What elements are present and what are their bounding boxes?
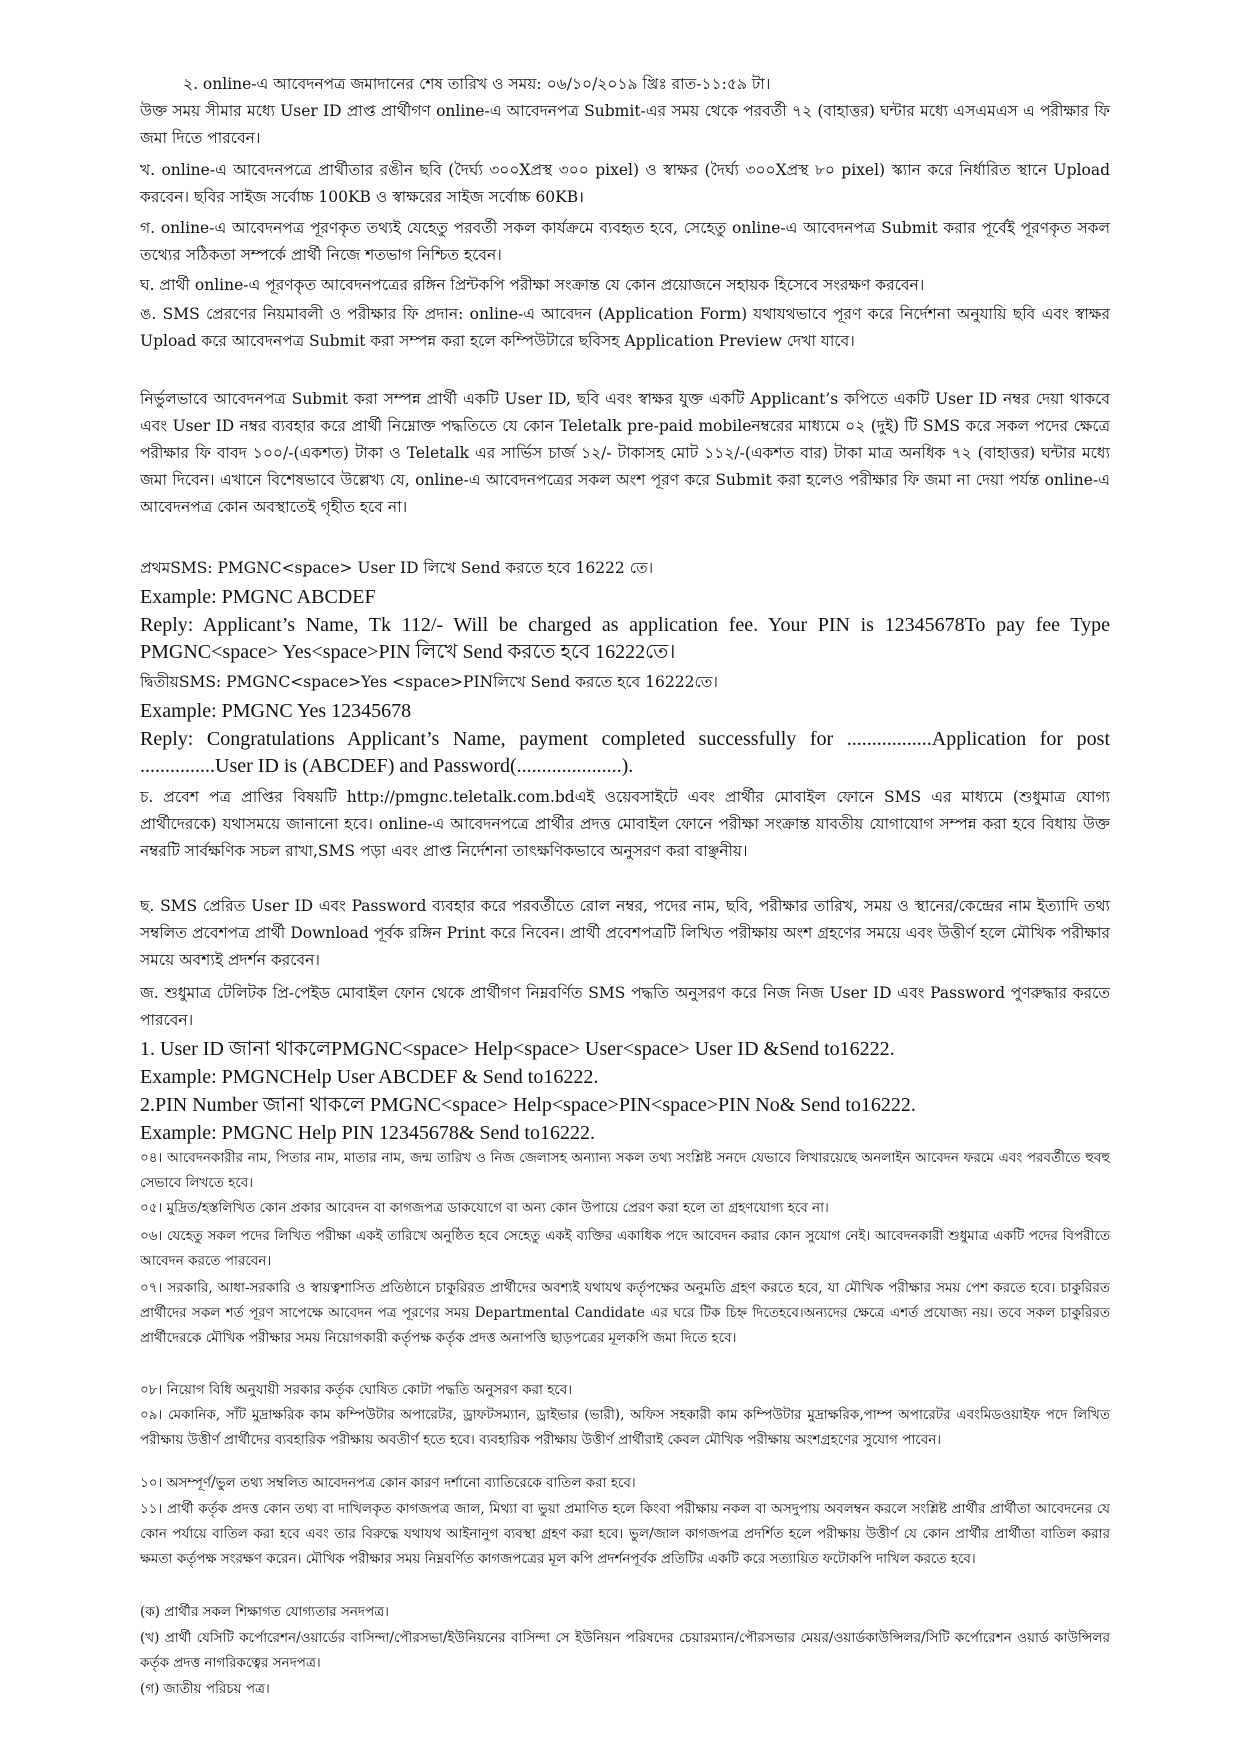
paragraph-fee-window: উক্ত সময় সীমার মধ্যে User ID প্রাপ্ত প্রার্থীগণ online-এ আবেদনপত্র Submit-এর সময় থেকে পরবর্তী ৭২ (বাহাত্তর) ঘন্টার মধ্যে এসএমএস এ পরীক্ষার ফি জমা দিতে পারবেন।	[140, 102, 1110, 147]
paragraph-09-practical: ০৯। মেকানিক, সাঁট মুদ্রাক্ষরিক কাম কম্পিউটার অপারেটর, ড্রাফটসম্যান, ড্রাইভার (ভারী), অফিস সহকারী কাম কম্পিউটার মুদ্রাক্ষরিক,পাম্প অপারেটর এবংমিডওয়াইফ পদে লিখিত পরীক্ষায় উত্তীর্ণ প্রার্থীদের ব্যবহারিক পরীক্ষায় অবতীর্ণ হতে হবে। ব্যবহারিক পরীক্ষায় উত্তীর্ণ প্রার্থীরাই কেবল মৌখিক পরীক্ষায় অংশগ্রহণের সুযোগ পাবেন।	[140, 1407, 1110, 1448]
paragraph-ja-recovery: জ. শুধুমাত্র টেলিটক প্রি-পেইড মোবাইল ফোন থেকে প্রার্থীগণ নিম্নবর্ণিত SMS পদ্ধতি অনুসরণ করে নিজ নিজ User ID এবং Password পুণরুদ্ধার করতে পারবেন।	[140, 984, 1110, 1029]
paragraph-example-2: Example: PMGNC Yes 12345678	[140, 700, 412, 722]
paragraph-kha-photo-upload: খ. online-এ আবেদনপত্রে প্রার্থীতার রঙীন ছবি (দৈর্ঘ্য ৩০০Xপ্রস্থ ৩০০ pixel) ও স্বাক্ষর (দৈর্ঘ্য ৩০০Xপ্রস্থ ৮০ pixel) স্ক্যান করে নির্ধারিত স্থানে Upload করবেন। ছবির সাইজ সর্বোচ্চ 100KB ও স্বাক্ষরের সাইজ সর্বোচ্চ 60KB।	[140, 161, 1110, 206]
paragraph-kha-citizenship: (খ) প্রার্থী যেসিটি কর্পোরেশন/ওয়ার্ডের বাসিন্দা/পৌরসভা/ইউনিয়নের বাসিন্দা সে ইউনিয়ন পরিষদের চেয়ারম্যান/পৌরসভার মেয়র/ওয়ার্ডকাউন্সিলর/সিটি কর্পোরেশন ওয়ার্ড কাউন্সিলর কর্তৃক প্রদত্ত নাগরিকত্বের সনদপত্র।	[140, 1630, 1110, 1671]
paragraph-05-postal: ০৫। মুদ্রিত/হস্তলিখিত কোন প্রকার আবেদন বা কাগজপত্র ডাকযোগে বা অন্য কোন উপায়ে প্রেরণ করা হলে তা গ্রহণযোগ্য হবে না।	[140, 1200, 829, 1216]
paragraph-ka-certificates: (ক) প্রার্থীর সকল শিক্ষাগত যোগ্যতার সনদপত্র।	[140, 1604, 389, 1620]
paragraph-recovery-pin-example: Example: PMGNC Help PIN 12345678& Send to16222.	[140, 1122, 595, 1144]
paragraph-recovery-userid-example: Example: PMGNCHelp User ABCDEF & Send to16222.	[140, 1066, 599, 1088]
paragraph-reply-2: Reply: Congratulations Applicant’s Name, payment completed successfully for .................Application for post ...............User ID is (ABCDEF) and Password(.....................).	[140, 728, 1110, 777]
paragraph-ga-nid: (গ) জাতীয় পরিচয় পত্র।	[140, 1681, 270, 1697]
paragraph-umo-sms-rules: ঙ. SMS প্রেরণের নিয়মাবলী ও পরীক্ষার ফি প্রদান: online-এ আবেদন (Application Form) যথাযথভাবে পূরণ করে নির্দেশনা অনুযায়ি ছবি এবং স্বাক্ষর Upload করে আবেদনপত্র Submit করা সম্পন্ন করা হলে কম্পিউটারে ছবিসহ Application Preview দেখা যাবে।	[140, 305, 1110, 350]
paragraph-recovery-pin: 2.PIN Number জানা থাকলে PMGNC<space> Help<space>PIN<space>PIN No& Send to16222.	[140, 1094, 916, 1116]
paragraph-04-name-info: ০৪। আবেদনকারীর নাম, পিতার নাম, মাতার নাম, জন্ম তারিখ ও নিজ জেলাসহ অন্যান্য সকল তথ্য সংশ্লিষ্ট সনদে যেভাবে লিখারয়েছে অনলাইন আবেদন ফরমে এবং পরবর্তীতে হুবহু সেভাবে লিখতে হবে।	[140, 1150, 1110, 1191]
paragraph-second-sms: দ্বিতীয়SMS: PMGNC<space>Yes <space>PINলিখে Send করতে হবে 16222তে।	[140, 673, 718, 691]
paragraph-cha-admit-card: চ. প্রবেশ পত্র প্রাপ্তির বিষয়টি http://pmgnc.teletalk.com.bdএই ওয়েবসাইটে এবং প্রার্থীর মোবাইল ফোনে SMS এর মাধ্যমে (শুধুমাত্র যোগ্য প্রার্থীদেরকে) যথাসময়ে জানানো হবে। online-এ আবেদনপত্রে প্রার্থীর প্রদত্ত মোবাইল ফোনে পরীক্ষা সংক্রান্ত যাবতীয় যোগাযোগ সম্পন্ন করা হবে বিধায় উক্ত নম্বরটি সার্বক্ষণিক সচল রাখা,SMS পড়া এবং প্রাপ্ত নির্দেশনা তাৎক্ষণিকভাবে অনুসরণ করা বাঞ্ছনীয়।	[140, 788, 1110, 860]
paragraph-deadline: ২. online-এ আবেদনপত্র জমাদানের শেষ তারিখ ও সময়: ০৬/১০/২০১৯ খ্রিঃ রাত-১১:৫৯ টা।	[183, 75, 771, 93]
paragraph-07-employed: ০৭। সরকারি, আধা-সরকারি ও স্বায়ত্বশাসিত প্রতিষ্ঠানে চাকুরিরত প্রার্থীদের অবশ্যই যথাযথ কর্তৃপক্ষের অনুমতি গ্রহণ করতে হবে, যা মৌখিক পরীক্ষার সময় পেশ করতে হবে। চাকুরিরত প্রার্থীদের সকল শর্ত পূরণ সাপেক্ষে আবেদন পত্র পূরণের সময় Departmental Candidate এর ঘরে টিক চিহ্ন দিতেহবে।অন্যদের ক্ষেত্রে এশর্ত প্রযোজ্য নয়। তবে সকল চাকুরিরত প্রার্থীদেরকে মৌখিক পরীক্ষার সময় নিয়োগকারী কর্তৃপক্ষ কর্তৃক প্রদত্ত অনাপত্তি ছাড়পত্রের মূলকপি জমা দিতে হবে।	[140, 1280, 1110, 1346]
paragraph-10-incomplete: ১০। অসম্পূর্ণ/ভুল তথ্য সম্বলিত আবেদনপত্র কোন কারণ দর্শানো ব্যাতিরেকে বাতিল করা হবে।	[140, 1475, 636, 1491]
paragraph-example-1: Example: PMGNC ABCDEF	[140, 586, 376, 608]
paragraph-08-quota: ০৮। নিয়োগ বিধি অনুযায়ী সরকার কর্তৃক ঘোষিত কোটা পদ্ধতি অনুসরণ করা হবে।	[140, 1382, 573, 1398]
paragraph-11-forgery: ১১। প্রার্থী কর্তৃক প্রদত্ত কোন তথ্য বা দাখিলকৃত কাগজপত্র জাল, মিথ্যা বা ভুয়া প্রমাণিত হলে কিংবা পরীক্ষায় নকল বা অসদুপায় অবলম্বন করলে সংশ্লিষ্ট প্রার্থীর প্রার্থীতা আবেদনের যে কোন পর্যায়ে বাতিল করা হবে এবং তার বিরুদ্ধে যথাযথ আইনানুগ ব্যবস্থা গ্রহণ করা হবে। ভুল/জাল কাগজপত্র প্রদর্শিত হলে পরীক্ষায় উত্তীর্ণ যে কোন প্রার্থীর প্রার্থীতা বাতিল করার ক্ষমতা কর্তৃপক্ষ সংরক্ষণ করেন। মৌখিক পরীক্ষার সময় নিম্নবর্ণিত কাগজপত্রের মূল কপি প্রদর্শনপূর্বক প্রতিটির একটি করে সত্যায়িত ফটোকপি দাখিল করতে হবে।	[140, 1501, 1110, 1567]
paragraph-ga-submit-accuracy: গ. online-এ আবেদনপত্র পূরণকৃত তথ্যই যেহেতু পরবর্তী সকল কার্যক্রমে ব্যবহৃত হবে, সেহেতু online-এ আবেদনপত্র Submit করার পূর্বেই পূরণকৃত সকল তথ্যের সঠিকতা সম্পর্কে প্রার্থী নিজে শতভাগ নিশ্চিত হবেন।	[140, 219, 1110, 264]
paragraph-chha-download: ছ. SMS প্রেরিত User ID এবং Password ব্যবহার করে পরবর্তীতে রোল নম্বর, পদের নাম, ছবি, পরীক্ষার তারিখ, সময় ও স্থানের/কেন্দ্রের নাম ইত্যাদি তথ্য সম্বলিত প্রবেশপত্র প্রার্থী Download পূর্বক রঙ্গিন Print করে নিবেন। প্রার্থী প্রবেশপত্রটি লিখিত পরীক্ষায় অংশ গ্রহণের সময়ে এবং উত্তীর্ণ হলে মৌখিক পরীক্ষার সময়ে অবশ্যই প্রদর্শন করবেন।	[140, 897, 1110, 969]
paragraph-reply-1: Reply: Applicant’s Name, Tk 112/- Will be charged as application fee. Your PIN is 12345678To pay fee Type PMGNC<space> Yes<space>PIN লিখে Send করতে হবে 16222তে।	[140, 614, 1110, 663]
paragraph-recovery-userid: 1. User ID জানা থাকলেPMGNC<space> Help<space> User<space> User ID &Send to16222.	[140, 1038, 895, 1060]
paragraph-gha-printcopy: ঘ. প্রার্থী online-এ পূরণকৃত আবেদনপত্রের রঙ্গিন প্রিন্টকপি পরীক্ষা সংক্রান্ত যে কোন প্রয়োজনে সহায়ক হিসেবে সংরক্ষণ করবেন।	[140, 276, 925, 294]
paragraph-first-sms: প্রথমSMS: PMGNC<space> User ID লিখে Send করতে হবে 16222 তে।	[140, 559, 654, 577]
paragraph-user-id-fee: নির্ভুলভাবে আবেদনপত্র Submit করা সম্পন্ন প্রার্থী একটি User ID, ছবি এবং স্বাক্ষর যুক্ত একটি Applicant’s কপিতে একটি User ID নম্বর দেয়া থাকবে এবং User ID নম্বর ব্যবহার করে প্রার্থী নিম্নোক্ত পদ্ধতিতে যে কোন Teletalk pre-paid mobileনম্বরের মাধ্যমে ০২ (দুই) টি SMS করে সকল পদের ক্ষেত্রে পরীক্ষার ফি বাবদ ১০০/-(একশত) টাকা ও Teletalk এর সার্ভিস চার্জ ১২/- টাকাসহ মোট ১১২/-(একশত বার) টাকা মাত্র অনধিক ৭২ (বাহাত্তর) ঘন্টার মধ্যে জমা দিবেন। এখানে বিশেষভাবে উল্লেখ্য যে, online-এ আবেদনপত্রের সকল অংশ পূরণ করে Submit করা হলেও পরীক্ষার ফি জমা না দেয়া পর্যন্ত online-এ আবেদনপত্র কোন অবস্থাতেই গৃহীত হবে না।	[140, 390, 1110, 516]
paragraph-06-one-post: ০৬। যেহেতু সকল পদের লিখিত পরীক্ষা একই তারিখে অনুষ্ঠিত হবে সেহেতু একই ব্যক্তির একাধিক পদে আবেদন করার কোন সুযোগ নেই। আবেদনকারী শুধুমাত্র একটি পদের বিপরীতে আবেদন করতে পারবেন।	[140, 1228, 1110, 1269]
